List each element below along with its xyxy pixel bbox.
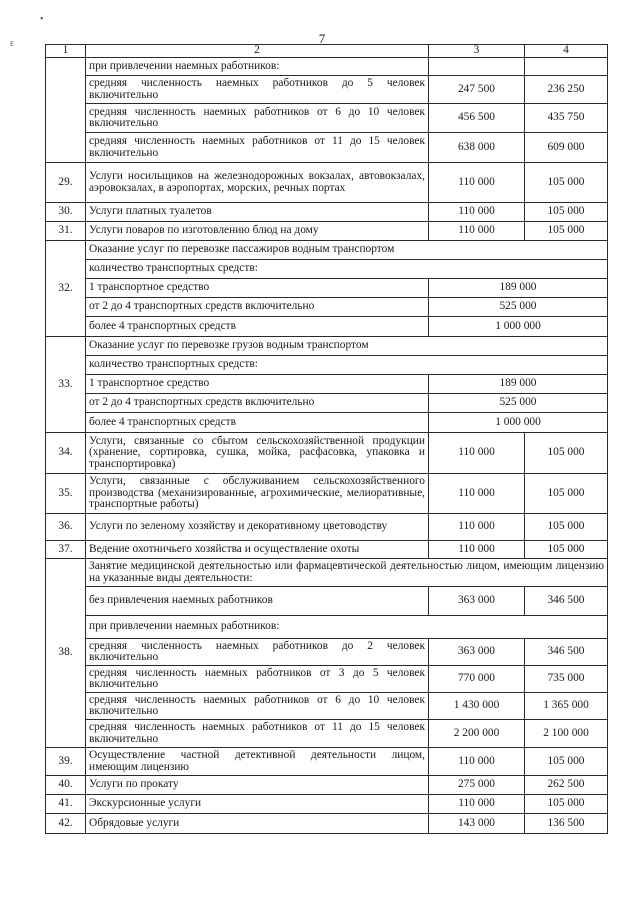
table-row — [46, 317, 608, 337]
row-description: 1 транспортное средство — [86, 375, 429, 394]
header-col-1: 1 — [46, 45, 86, 58]
row-value-col3: 2 200 000 — [429, 720, 525, 748]
row-description: количество транспортных средств: — [86, 356, 608, 375]
table-row — [46, 541, 608, 559]
row-number — [46, 58, 86, 163]
row-number: 36. — [46, 514, 86, 541]
row-value-col4: 1 365 000 — [525, 693, 608, 720]
row-value-col4: 105 000 — [525, 541, 608, 559]
row-description: Услуги носильщиков на железнодорожных вокзалах, автовокзалах, аэровокзалах, в аэропортах, морских, речных портах — [86, 163, 429, 203]
row-description: 1 транспортное средство — [86, 279, 429, 298]
row-value-col3: 770 000 — [429, 666, 525, 693]
row-value-col4: 236 250 — [525, 76, 608, 104]
table-row — [46, 298, 608, 317]
row-value-col3: 110 000 — [429, 541, 525, 559]
row-number: 37. — [46, 541, 86, 559]
table-row — [46, 394, 608, 413]
row-description: средняя численность наемных работников от 6 до 10 человек включительно — [86, 693, 429, 720]
row-value-col4: 105 000 — [525, 795, 608, 814]
row-number: 34. — [46, 433, 86, 474]
scan-mark-margin: ε — [10, 38, 15, 49]
row-number: 39. — [46, 748, 86, 776]
row-description: средняя численность наемных работников от 11 до 15 человек включительно — [86, 133, 429, 163]
row-value-merged: 525 000 — [429, 394, 608, 413]
row-value-col3: 110 000 — [429, 748, 525, 776]
row-value-col4: 105 000 — [525, 163, 608, 203]
row-description: средняя численность наемных работников от 6 до 10 человек включительно — [86, 104, 429, 133]
row-description: более 4 транспортных средств — [86, 413, 429, 433]
table-row — [46, 58, 608, 76]
table-row — [46, 587, 608, 616]
tax-rate-table — [45, 44, 608, 834]
table-row — [46, 616, 608, 639]
row-number: 42. — [46, 814, 86, 834]
table-row — [46, 433, 608, 474]
row-number: 30. — [46, 203, 86, 222]
row-description: Услуги по зеленому хозяйству и декоративному цветоводству — [86, 514, 429, 541]
row-description: от 2 до 4 транспортных средств включительно — [86, 394, 429, 413]
header-col-3: 3 — [429, 45, 525, 58]
row-value-col4: 136 500 — [525, 814, 608, 834]
table-row — [46, 514, 608, 541]
table-header-row — [46, 45, 608, 58]
row-description: более 4 транспортных средств — [86, 317, 429, 337]
table-row — [46, 795, 608, 814]
row-description: без привлечения наемных работников — [86, 587, 429, 616]
scan-mark-dot: • — [40, 14, 44, 25]
row-value-col3: 363 000 — [429, 639, 525, 666]
table-row — [46, 76, 608, 104]
table-row — [46, 559, 608, 587]
row-value-merged: 1 000 000 — [429, 317, 608, 337]
row-number: 29. — [46, 163, 86, 203]
row-description: Услуги, связанные с обслуживанием сельскохозяйственного производства (механизированные, агрохимические, мелиоративные, транспортные работы) — [86, 474, 429, 514]
row-number: 35. — [46, 474, 86, 514]
table-row — [46, 748, 608, 776]
row-value-col4: 435 750 — [525, 104, 608, 133]
row-value-col4: 105 000 — [525, 748, 608, 776]
row-value-merged: 525 000 — [429, 298, 608, 317]
table-row — [46, 639, 608, 666]
row-value-col4: 346 500 — [525, 639, 608, 666]
table-row — [46, 413, 608, 433]
table-row — [46, 163, 608, 203]
table-row — [46, 720, 608, 748]
table-row — [46, 241, 608, 260]
table-row — [46, 133, 608, 163]
row-value-merged: 189 000 — [429, 279, 608, 298]
table-row — [46, 203, 608, 222]
table-row — [46, 337, 608, 356]
row-value-col4 — [525, 58, 608, 76]
table-row — [46, 474, 608, 514]
row-description: средняя численность наемных работников от 11 до 15 человек включительно — [86, 720, 429, 748]
table-row — [46, 666, 608, 693]
row-value-col3: 143 000 — [429, 814, 525, 834]
row-number: 38. — [46, 559, 86, 748]
row-description: от 2 до 4 транспортных средств включительно — [86, 298, 429, 317]
row-value-col3: 275 000 — [429, 776, 525, 795]
row-description: средняя численность наемных работников от 3 до 5 человек включительно — [86, 666, 429, 693]
table-row — [46, 693, 608, 720]
row-number: 41. — [46, 795, 86, 814]
row-value-col4: 2 100 000 — [525, 720, 608, 748]
table-row — [46, 222, 608, 241]
row-value-col4: 609 000 — [525, 133, 608, 163]
row-number: 33. — [46, 337, 86, 433]
row-value-merged: 1 000 000 — [429, 413, 608, 433]
table-row — [46, 356, 608, 375]
row-description: Ведение охотничьего хозяйства и осуществление охоты — [86, 541, 429, 559]
row-description: средняя численность наемных работников до 2 человек включительно — [86, 639, 429, 666]
row-description: Занятие медицинской деятельностью или фармацевтической деятельностью лицом, имеющим лицензию на указанные виды деятельности: — [86, 559, 608, 587]
row-description: при привлечении наемных работников: — [86, 58, 429, 76]
row-value-col4: 105 000 — [525, 203, 608, 222]
table-row — [46, 260, 608, 279]
row-description: количество транспортных средств: — [86, 260, 608, 279]
header-col-2: 2 — [86, 45, 429, 58]
row-value-col4: 105 000 — [525, 474, 608, 514]
row-number: 31. — [46, 222, 86, 241]
row-value-col4: 105 000 — [525, 222, 608, 241]
row-value-col3: 110 000 — [429, 222, 525, 241]
row-value-col3: 110 000 — [429, 514, 525, 541]
table-row — [46, 814, 608, 834]
table-row — [46, 279, 608, 298]
row-value-col4: 262 500 — [525, 776, 608, 795]
row-description: Обрядовые услуги — [86, 814, 429, 834]
row-description: Осуществление частной детективной деятельности лицом, имеющим лицензию — [86, 748, 429, 776]
row-value-col4: 735 000 — [525, 666, 608, 693]
row-value-col3: 110 000 — [429, 795, 525, 814]
row-value-col3: 110 000 — [429, 203, 525, 222]
row-value-col3: 110 000 — [429, 474, 525, 514]
row-value-merged: 189 000 — [429, 375, 608, 394]
row-value-col3: 638 000 — [429, 133, 525, 163]
row-value-col4: 105 000 — [525, 433, 608, 474]
row-description: Услуги по прокату — [86, 776, 429, 795]
row-value-col3: 247 500 — [429, 76, 525, 104]
row-description: Оказание услуг по перевозке грузов водным транспортом — [86, 337, 608, 356]
row-description: при привлечении наемных работников: — [86, 616, 608, 639]
header-col-4: 4 — [525, 45, 608, 58]
row-value-col3: 1 430 000 — [429, 693, 525, 720]
table-row — [46, 375, 608, 394]
row-value-col3: 456 500 — [429, 104, 525, 133]
table-row — [46, 776, 608, 795]
row-description: Экскурсионные услуги — [86, 795, 429, 814]
row-value-col3: 110 000 — [429, 433, 525, 474]
row-value-col3: 110 000 — [429, 163, 525, 203]
page-number: 7 — [318, 31, 326, 46]
row-number: 40. — [46, 776, 86, 795]
row-description: Услуги платных туалетов — [86, 203, 429, 222]
row-value-col4: 105 000 — [525, 514, 608, 541]
row-value-col4: 346 500 — [525, 587, 608, 616]
row-value-col3 — [429, 58, 525, 76]
row-description: средняя численность наемных работников до 5 человек включительно — [86, 76, 429, 104]
row-description: Услуги поваров по изготовлению блюд на дому — [86, 222, 429, 241]
row-description: Оказание услуг по перевозке пассажиров водным транспортом — [86, 241, 608, 260]
table-row — [46, 104, 608, 133]
row-value-col3: 363 000 — [429, 587, 525, 616]
row-description: Услуги, связанные со сбытом сельскохозяйственной продукции (хранение, сортировка, сушка, мойка, расфасовка, упаковка и транспортировка) — [86, 433, 429, 474]
row-number: 32. — [46, 241, 86, 337]
